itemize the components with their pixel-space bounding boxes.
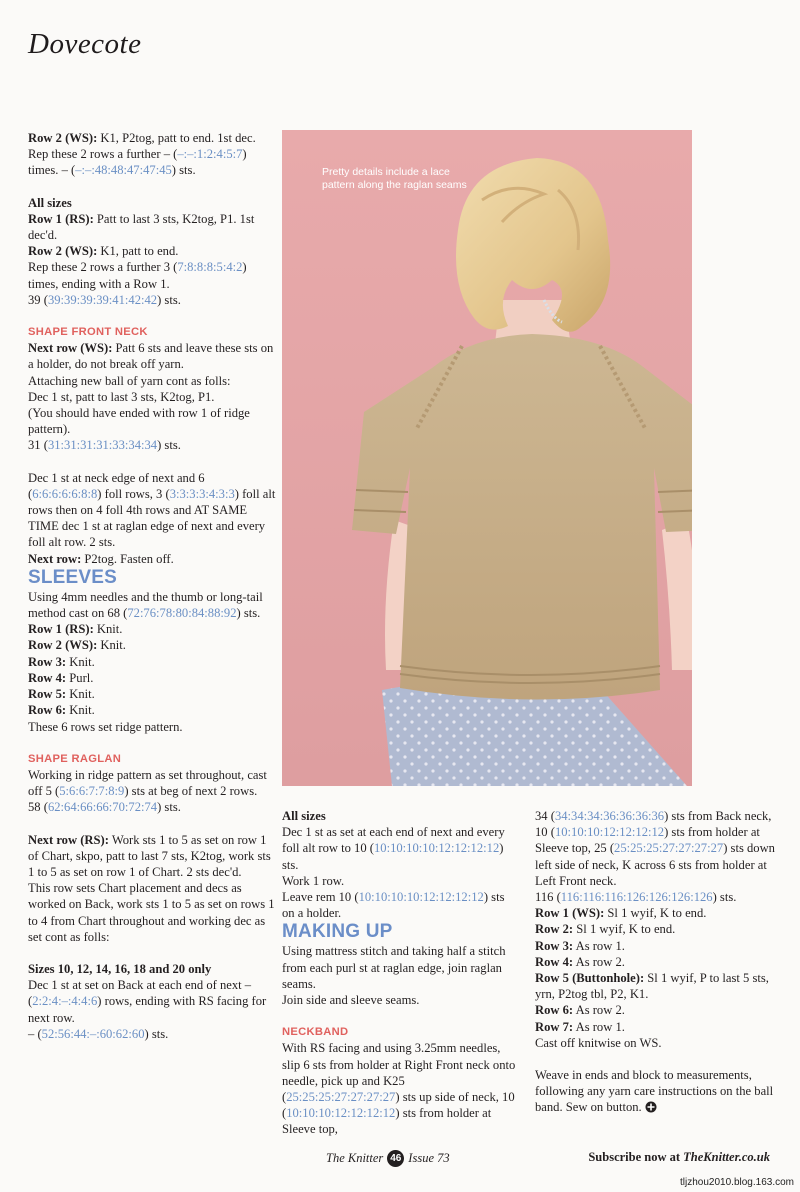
page-footer <box>0 1150 800 1170</box>
section-heading-sleeves: SLEEVES <box>28 566 118 588</box>
section-heading-shape-front-neck: SHAPE FRONT NECK <box>28 326 148 339</box>
pattern-column-2 <box>282 808 518 1138</box>
paragraph: Row 4: Purl. <box>28 670 94 685</box>
section-heading-shape-raglan: SHAPE RAGLAN <box>28 752 122 765</box>
paragraph: (You should have ended with row 1 of ridge pattern). <box>28 406 250 437</box>
paragraph: With RS facing and using 3.25mm needles, slip 6 sts from holder at Right Front neck onto needle, pick up and K25 (25:25:25:27:27:27:27) sts up side of neck, 10 (10:10:10:12:12:12:12) sts from holder at Sleeve top, <box>282 1041 516 1137</box>
paragraph: Row 2 (WS): K1, P2tog, patt to end. 1st dec. Rep these 2 rows a further – (–:–:1:2:4:5:7) times. – (–:–:48:48:47:47:45) sts. <box>28 131 256 178</box>
paragraph: Next row (RS): Work sts 1 to 5 as set on row 1 of Chart, skpo, patt to last 7 sts, K2tog, work sts 1 to 5 as set on row 1 of Chart. 2 sts dec'd. <box>28 832 271 879</box>
paragraph: Row 1 (RS): Patt to last 3 sts, K2tog, P1. 1st dec'd. <box>28 211 255 243</box>
paragraph: 58 (62:64:66:66:70:72:74) sts. <box>28 800 181 815</box>
paragraph: Attaching new ball of yarn cont as folls: <box>28 373 231 388</box>
paragraph: Next row (WS): Patt 6 sts and leave these sts on a holder, do not break off yarn. <box>28 341 274 372</box>
paragraph: Row 5: Knit. <box>28 687 95 702</box>
paragraph: Row 1 (WS): Sl 1 wyif, K to end. <box>535 906 707 921</box>
paragraph: Row 6: As row 2. <box>535 1003 625 1018</box>
paragraph: Row 2: Sl 1 wyif, K to end. <box>535 922 676 937</box>
paragraph: Leave rem 10 (10:10:10:10:12:12:12:12) sts on a holder. <box>282 890 505 921</box>
paragraph: Row 6: Knit. <box>28 703 95 718</box>
footer-magazine <box>326 1150 450 1167</box>
subscribe-text: Subscribe now at <box>588 1150 684 1164</box>
pattern-column-3 <box>535 808 775 1118</box>
section-heading-making-up: MAKING UP <box>282 921 393 943</box>
paragraph: Dec 1 st, patt to last 3 sts, K2tog, P1. <box>28 389 215 404</box>
paragraph: Work 1 row. <box>282 873 345 888</box>
paragraph: Next row: P2tog. Fasten off. <box>28 551 174 566</box>
paragraph: Using 4mm needles and the thumb or long-tail method cast on 68 (72:76:78:80:84:88:92) sts. <box>28 589 263 621</box>
paragraph: Rep these 2 rows a further 3 (7:8:8:8:5:4:2) times, ending with a Row 1. <box>28 260 247 291</box>
paragraph: Weave in ends and block to measurements, following any yarn care instructions on the ball band. Sew on button. <box>535 1067 775 1118</box>
paragraph: 116 (116:116:116:126:126:126:126) sts. <box>535 890 737 905</box>
paragraph: This row sets Chart placement and decs as worked on Back, work sts 1 to 5 as set on rows 1 to 4 from Chart throughout and working dec as set cont as folls: <box>28 881 275 944</box>
paragraph: Row 2 (WS): Knit. <box>28 638 126 653</box>
subheading: All sizes <box>282 809 326 823</box>
page-title: Dovecote <box>28 28 142 60</box>
paragraph: 31 (31:31:31:31:33:34:34) sts. <box>28 438 181 453</box>
paragraph: 39 (39:39:39:39:41:42:42) sts. <box>28 292 181 307</box>
paragraph: Dec 1 st at set on Back at each end of next – (2:2:4:–:4:4:6) rows, ending with RS facing for next row. <box>28 978 267 1025</box>
end-mark-icon <box>645 1101 657 1117</box>
footer-subscribe <box>588 1150 770 1165</box>
paragraph: Row 1 (RS): Knit. <box>28 622 123 637</box>
paragraph: Dec 1 st as set at each end of next and every foll alt row to 10 (10:10:10:10:12:12:12:12) sts. <box>282 825 505 872</box>
paragraph: Working in ridge pattern as set throughout, cast off 5 (5:6:6:7:7:8:9) sts at beg of next 2 rows. <box>28 767 267 799</box>
model-photo <box>282 130 692 786</box>
paragraph: Using mattress stitch and taking half a stitch from each purl st at raglan edge, join raglan seams. <box>282 944 506 991</box>
subheading: All sizes <box>28 195 72 210</box>
paragraph: Row 2 (WS): K1, patt to end. <box>28 244 179 259</box>
paragraph: These 6 rows set ridge pattern. <box>28 719 183 734</box>
paragraph: Cast off knitwise on WS. <box>535 1035 662 1050</box>
paragraph: Row 3: Knit. <box>28 654 95 669</box>
photo-caption: Pretty details include a lace pattern along the raglan seams <box>322 166 467 191</box>
paragraph: Row 3: As row 1. <box>535 938 625 953</box>
paragraph: Row 7: As row 1. <box>535 1019 625 1034</box>
paragraph: Row 5 (Buttonhole): Sl 1 wyif, P to last 5 sts, yrn, P2tog tbl, P2, K1. <box>535 971 769 1002</box>
pattern-column-1 <box>28 130 278 1042</box>
watermark: tljzhou2010.blog.163.com <box>680 1177 794 1188</box>
paragraph: 34 (34:34:34:36:36:36:36) sts from Back neck, 10 (10:10:10:12:12:12:12) sts from holder at Sleeve top, 25 (25:25:25:27:27:27:27) sts down left side of neck, K across 6 sts from holder at Left Front neck. <box>535 809 775 888</box>
paragraph: – (52:56:44:–:60:62:60) sts. <box>28 1026 169 1041</box>
sweater-illustration <box>282 130 692 786</box>
paragraph: Row 4: As row 2. <box>535 954 625 969</box>
issue-number: Issue 73 <box>408 1151 450 1165</box>
subheading: Sizes 10, 12, 14, 16, 18 and 20 only <box>28 961 212 976</box>
paragraph: Dec 1 st at neck edge of next and 6 (6:6:6:6:6:8:8) foll rows, 3 (3:3:3:3:4:3:3) foll alt rows then on 4 foll 4th rows and AT SAME TIME dec 1 st at raglan edge of next and every foll alt row. 2 sts. <box>28 470 276 550</box>
page-number: 46 <box>387 1150 404 1167</box>
section-heading-neckband: NECKBAND <box>282 1026 349 1039</box>
paragraph: Join side and sleeve seams. <box>282 993 420 1008</box>
website-link[interactable]: TheKnitter.co.uk <box>683 1150 770 1164</box>
magazine-name: The Knitter <box>326 1151 384 1165</box>
